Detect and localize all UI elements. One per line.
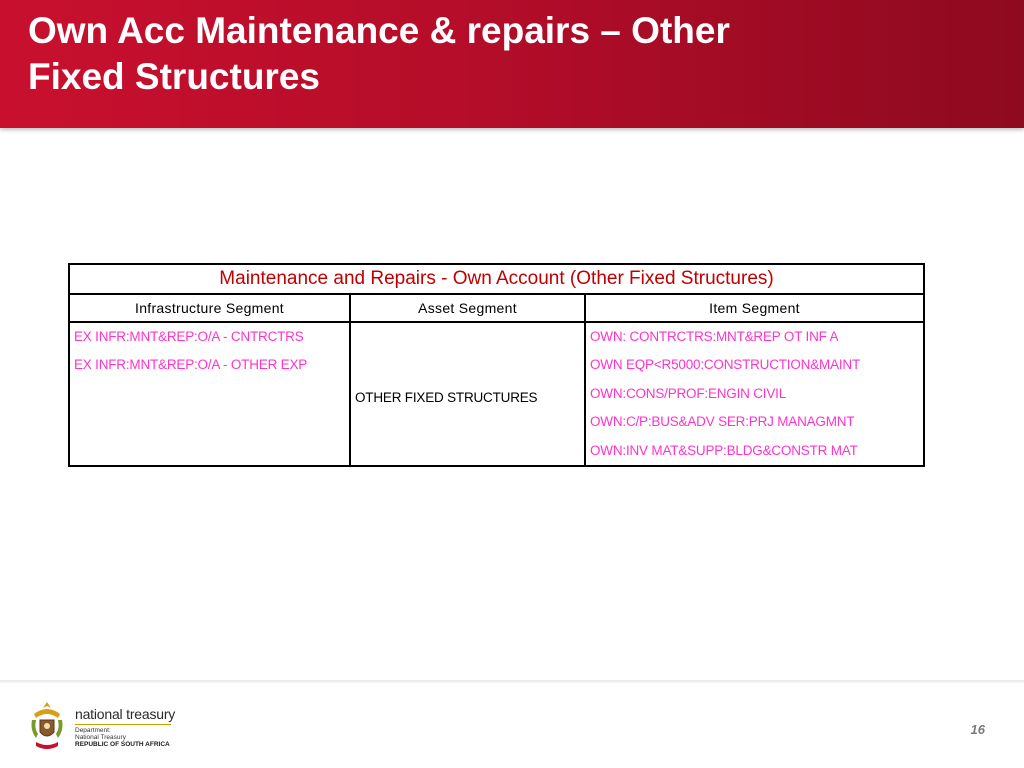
item-segment-entry: OWN:C/P:BUS&ADV SER:PRJ MANAGMNT bbox=[590, 414, 855, 430]
item-segment-entry: OWN: CONTRCTRS:MNT&REP OT INF A bbox=[590, 329, 839, 344]
header-asset-segment: Asset Segment bbox=[350, 294, 585, 322]
slide-title bbox=[28, 8, 988, 100]
item-segment-entry: OWN:INV MAT&SUPP:BLDG&CONSTR MAT bbox=[590, 442, 858, 458]
org-department-name: National Treasury bbox=[75, 734, 126, 741]
infrastructure-cell bbox=[69, 322, 350, 466]
segments-table bbox=[68, 263, 925, 467]
page-number: 16 bbox=[970, 722, 985, 737]
slide-title-line-2: Fixed Structures bbox=[28, 56, 320, 97]
item-segment-entry: OWN EQP<R5000:CONSTRUCTION&MAINT bbox=[590, 357, 861, 373]
slide-title-line-1: Own Acc Maintenance & repairs – Other bbox=[28, 10, 730, 51]
table-title: Maintenance and Repairs - Own Account (Other Fixed Structures) bbox=[69, 264, 924, 294]
asset-item: OTHER FIXED STRUCTURES bbox=[355, 390, 538, 406]
footer-divider bbox=[0, 680, 1024, 683]
infrastructure-item: EX INFR:MNT&REP:O/A - OTHER EXP bbox=[74, 357, 308, 373]
item-segment-entry: OWN:CONS/PROF:ENGIN CIVIL bbox=[590, 385, 787, 401]
org-name-underline bbox=[75, 724, 171, 725]
infrastructure-item: EX INFR:MNT&REP:O/A - CNTRCTRS bbox=[74, 329, 304, 344]
coat-of-arms-icon bbox=[28, 700, 66, 752]
header-item-segment: Item Segment bbox=[585, 294, 924, 322]
org-country: REPUBLIC OF SOUTH AFRICA bbox=[75, 741, 170, 748]
title-banner bbox=[0, 0, 1024, 128]
org-department-label: Department: bbox=[75, 727, 111, 734]
org-name: national treasury bbox=[75, 706, 176, 722]
item-segment-cell bbox=[585, 322, 924, 466]
header-infrastructure-segment: Infrastructure Segment bbox=[69, 294, 350, 322]
asset-cell bbox=[350, 322, 585, 466]
